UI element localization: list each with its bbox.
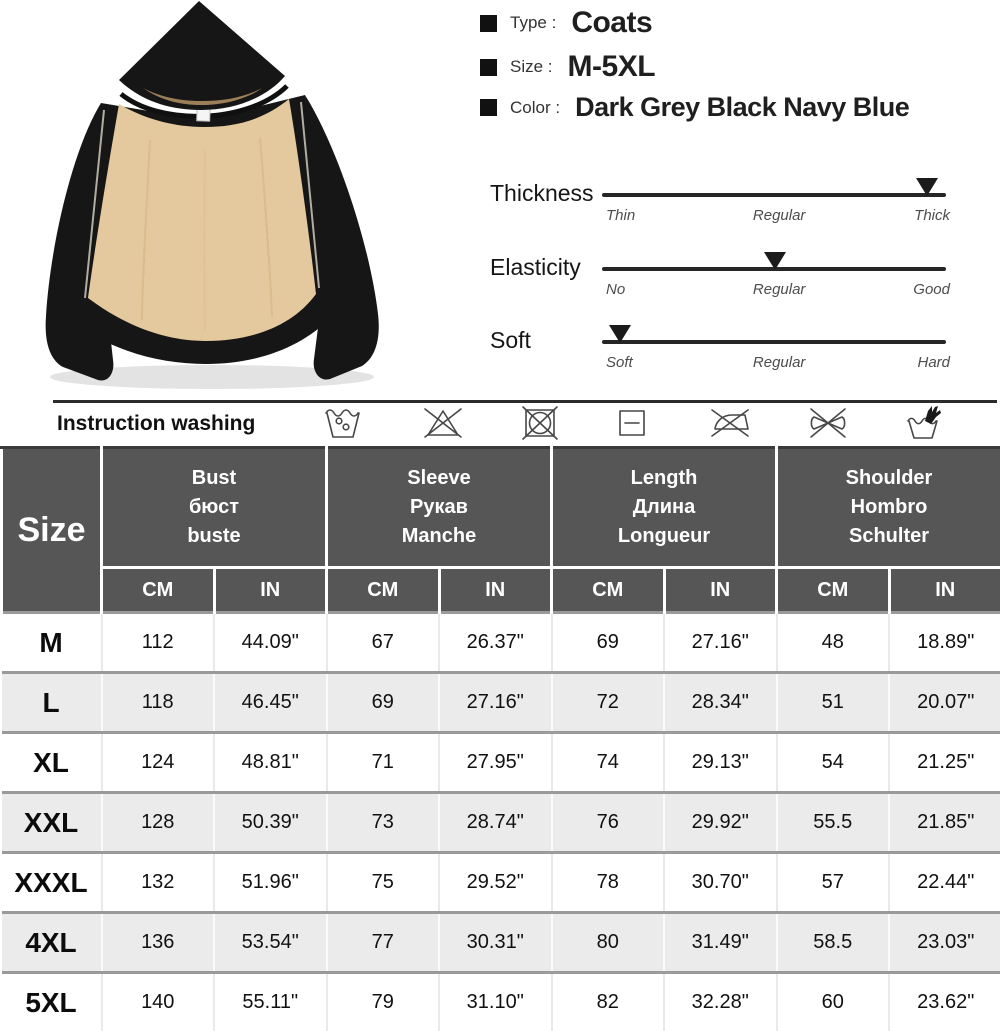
unit-header-cm: CM bbox=[552, 568, 665, 613]
measurement-cell: 23.03" bbox=[889, 913, 1000, 973]
attribute-label: Type : bbox=[510, 13, 556, 33]
unit-header-cm: CM bbox=[102, 568, 215, 613]
section-divider bbox=[53, 400, 997, 403]
measurement-cell: 82 bbox=[552, 973, 665, 1031]
measurement-cell: 73 bbox=[327, 793, 440, 853]
attribute-label: Color : bbox=[510, 98, 560, 118]
unit-header-in: IN bbox=[889, 568, 1000, 613]
scale-name: Soft bbox=[490, 327, 531, 354]
attribute-size bbox=[480, 50, 655, 84]
measurement-cell: 112 bbox=[102, 613, 215, 673]
scale-ticks bbox=[602, 281, 946, 301]
attribute-type bbox=[480, 6, 652, 40]
measurement-cell: 27.16" bbox=[439, 673, 552, 733]
unit-header-in: IN bbox=[214, 568, 327, 613]
scale-marker-icon bbox=[764, 252, 786, 270]
measurement-cell: 22.44" bbox=[889, 853, 1000, 913]
size-label: M bbox=[2, 613, 102, 673]
size-label: XXXL bbox=[2, 853, 102, 913]
column-group-bust: Bust бюст buste bbox=[102, 448, 327, 568]
measurement-cell: 118 bbox=[102, 673, 215, 733]
measurement-cell: 29.52" bbox=[439, 853, 552, 913]
scale-elasticity bbox=[0, 254, 1000, 314]
measurement-cell: 58.5 bbox=[777, 913, 890, 973]
measurement-cell: 30.70" bbox=[664, 853, 777, 913]
table-row-xxxl bbox=[2, 853, 1000, 913]
measurement-cell: 124 bbox=[102, 733, 215, 793]
measurement-cell: 18.89" bbox=[889, 613, 1000, 673]
no-bleach-icon bbox=[421, 404, 465, 442]
measurement-cell: 51.96" bbox=[214, 853, 327, 913]
measurement-cell: 20.07" bbox=[889, 673, 1000, 733]
measurement-cell: 26.37" bbox=[439, 613, 552, 673]
dry-flat-icon bbox=[610, 404, 654, 442]
table-row-xl bbox=[2, 733, 1000, 793]
hand-wash-icon bbox=[901, 404, 945, 442]
tick-label: Regular bbox=[753, 207, 806, 224]
measurement-cell: 71 bbox=[327, 733, 440, 793]
measurement-cell: 132 bbox=[102, 853, 215, 913]
table-row-m bbox=[2, 613, 1000, 673]
measurement-cell: 78 bbox=[552, 853, 665, 913]
measurement-cell: 80 bbox=[552, 913, 665, 973]
measurement-cell: 23.62" bbox=[889, 973, 1000, 1031]
size-label: XXL bbox=[2, 793, 102, 853]
measurement-cell: 31.10" bbox=[439, 973, 552, 1031]
measurement-cell: 21.85" bbox=[889, 793, 1000, 853]
measurement-cell: 44.09" bbox=[214, 613, 327, 673]
attribute-label: Size : bbox=[510, 57, 553, 77]
measurement-cell: 79 bbox=[327, 973, 440, 1031]
measurement-cell: 48 bbox=[777, 613, 890, 673]
scale-ticks bbox=[602, 354, 946, 374]
attribute-value: M-5XL bbox=[568, 50, 656, 84]
column-group-sleeve: Sleeve Рукав Manche bbox=[327, 448, 552, 568]
tick-label: Regular bbox=[753, 354, 806, 371]
tick-label: Thick bbox=[914, 207, 950, 224]
column-group-shoulder: Shoulder Hombro Schulter bbox=[777, 448, 1000, 568]
measurement-cell: 60 bbox=[777, 973, 890, 1031]
measurement-cell: 21.25" bbox=[889, 733, 1000, 793]
no-tumble-dry-icon bbox=[518, 404, 562, 442]
measurement-cell: 57 bbox=[777, 853, 890, 913]
scale-soft bbox=[0, 327, 1000, 387]
size-label: XL bbox=[2, 733, 102, 793]
size-label: 4XL bbox=[2, 913, 102, 973]
tick-label: Soft bbox=[606, 354, 633, 371]
measurement-cell: 54 bbox=[777, 733, 890, 793]
measurement-cell: 69 bbox=[327, 673, 440, 733]
table-row-l bbox=[2, 673, 1000, 733]
column-group-length: Length Длина Longueur bbox=[552, 448, 777, 568]
measurement-cell: 28.74" bbox=[439, 793, 552, 853]
measurement-cell: 31.49" bbox=[664, 913, 777, 973]
scale-name: Elasticity bbox=[490, 254, 581, 281]
attribute-color bbox=[480, 92, 909, 123]
unit-header-in: IN bbox=[439, 568, 552, 613]
scale-track bbox=[602, 340, 946, 344]
wash-gentle-icon bbox=[321, 404, 365, 442]
unit-header-in: IN bbox=[664, 568, 777, 613]
square-bullet-icon bbox=[480, 59, 497, 76]
tick-label: Good bbox=[913, 281, 950, 298]
square-bullet-icon bbox=[480, 15, 497, 32]
size-chart-section bbox=[0, 446, 1000, 1000]
size-label: 5XL bbox=[2, 973, 102, 1031]
size-table bbox=[0, 446, 1000, 1031]
scale-track bbox=[602, 193, 946, 197]
unit-header-cm: CM bbox=[777, 568, 890, 613]
attribute-value: Dark Grey Black Navy Blue bbox=[575, 92, 909, 123]
scale-track bbox=[602, 267, 946, 271]
washing-instructions-label: Instruction washing bbox=[57, 404, 255, 444]
measurement-cell: 77 bbox=[327, 913, 440, 973]
measurement-cell: 75 bbox=[327, 853, 440, 913]
table-row-4xl bbox=[2, 913, 1000, 973]
size-label: L bbox=[2, 673, 102, 733]
scale-marker-icon bbox=[609, 325, 631, 343]
unit-header-cm: CM bbox=[327, 568, 440, 613]
measurement-cell: 30.31" bbox=[439, 913, 552, 973]
table-row-xxl bbox=[2, 793, 1000, 853]
measurement-cell: 27.95" bbox=[439, 733, 552, 793]
tick-label: Hard bbox=[917, 354, 950, 371]
measurement-cell: 46.45" bbox=[214, 673, 327, 733]
measurement-cell: 55.5 bbox=[777, 793, 890, 853]
measurement-cell: 48.81" bbox=[214, 733, 327, 793]
measurement-cell: 128 bbox=[102, 793, 215, 853]
table-row-5xl bbox=[2, 973, 1000, 1031]
measurement-cell: 27.16" bbox=[664, 613, 777, 673]
measurement-cell: 69 bbox=[552, 613, 665, 673]
measurement-cell: 51 bbox=[777, 673, 890, 733]
square-bullet-icon bbox=[480, 99, 497, 116]
measurement-cell: 55.11" bbox=[214, 973, 327, 1031]
scale-marker-icon bbox=[916, 178, 938, 196]
attribute-value: Coats bbox=[571, 6, 652, 40]
scale-name: Thickness bbox=[490, 180, 594, 207]
measurement-cell: 76 bbox=[552, 793, 665, 853]
tick-label: No bbox=[606, 281, 625, 298]
measurement-cell: 29.92" bbox=[664, 793, 777, 853]
measurement-cell: 74 bbox=[552, 733, 665, 793]
measurement-cell: 32.28" bbox=[664, 973, 777, 1031]
size-table-corner: Size bbox=[2, 448, 102, 613]
scale-ticks bbox=[602, 207, 946, 227]
tick-label: Regular bbox=[753, 281, 806, 298]
measurement-cell: 72 bbox=[552, 673, 665, 733]
measurement-cell: 67 bbox=[327, 613, 440, 673]
measurement-cell: 29.13" bbox=[664, 733, 777, 793]
measurement-cell: 50.39" bbox=[214, 793, 327, 853]
no-iron-icon bbox=[708, 404, 752, 442]
measurement-cell: 136 bbox=[102, 913, 215, 973]
scale-thickness bbox=[0, 180, 1000, 240]
measurement-cell: 140 bbox=[102, 973, 215, 1031]
no-wring-icon bbox=[806, 404, 850, 442]
tick-label: Thin bbox=[606, 207, 635, 224]
measurement-cell: 53.54" bbox=[214, 913, 327, 973]
measurement-cell: 28.34" bbox=[664, 673, 777, 733]
